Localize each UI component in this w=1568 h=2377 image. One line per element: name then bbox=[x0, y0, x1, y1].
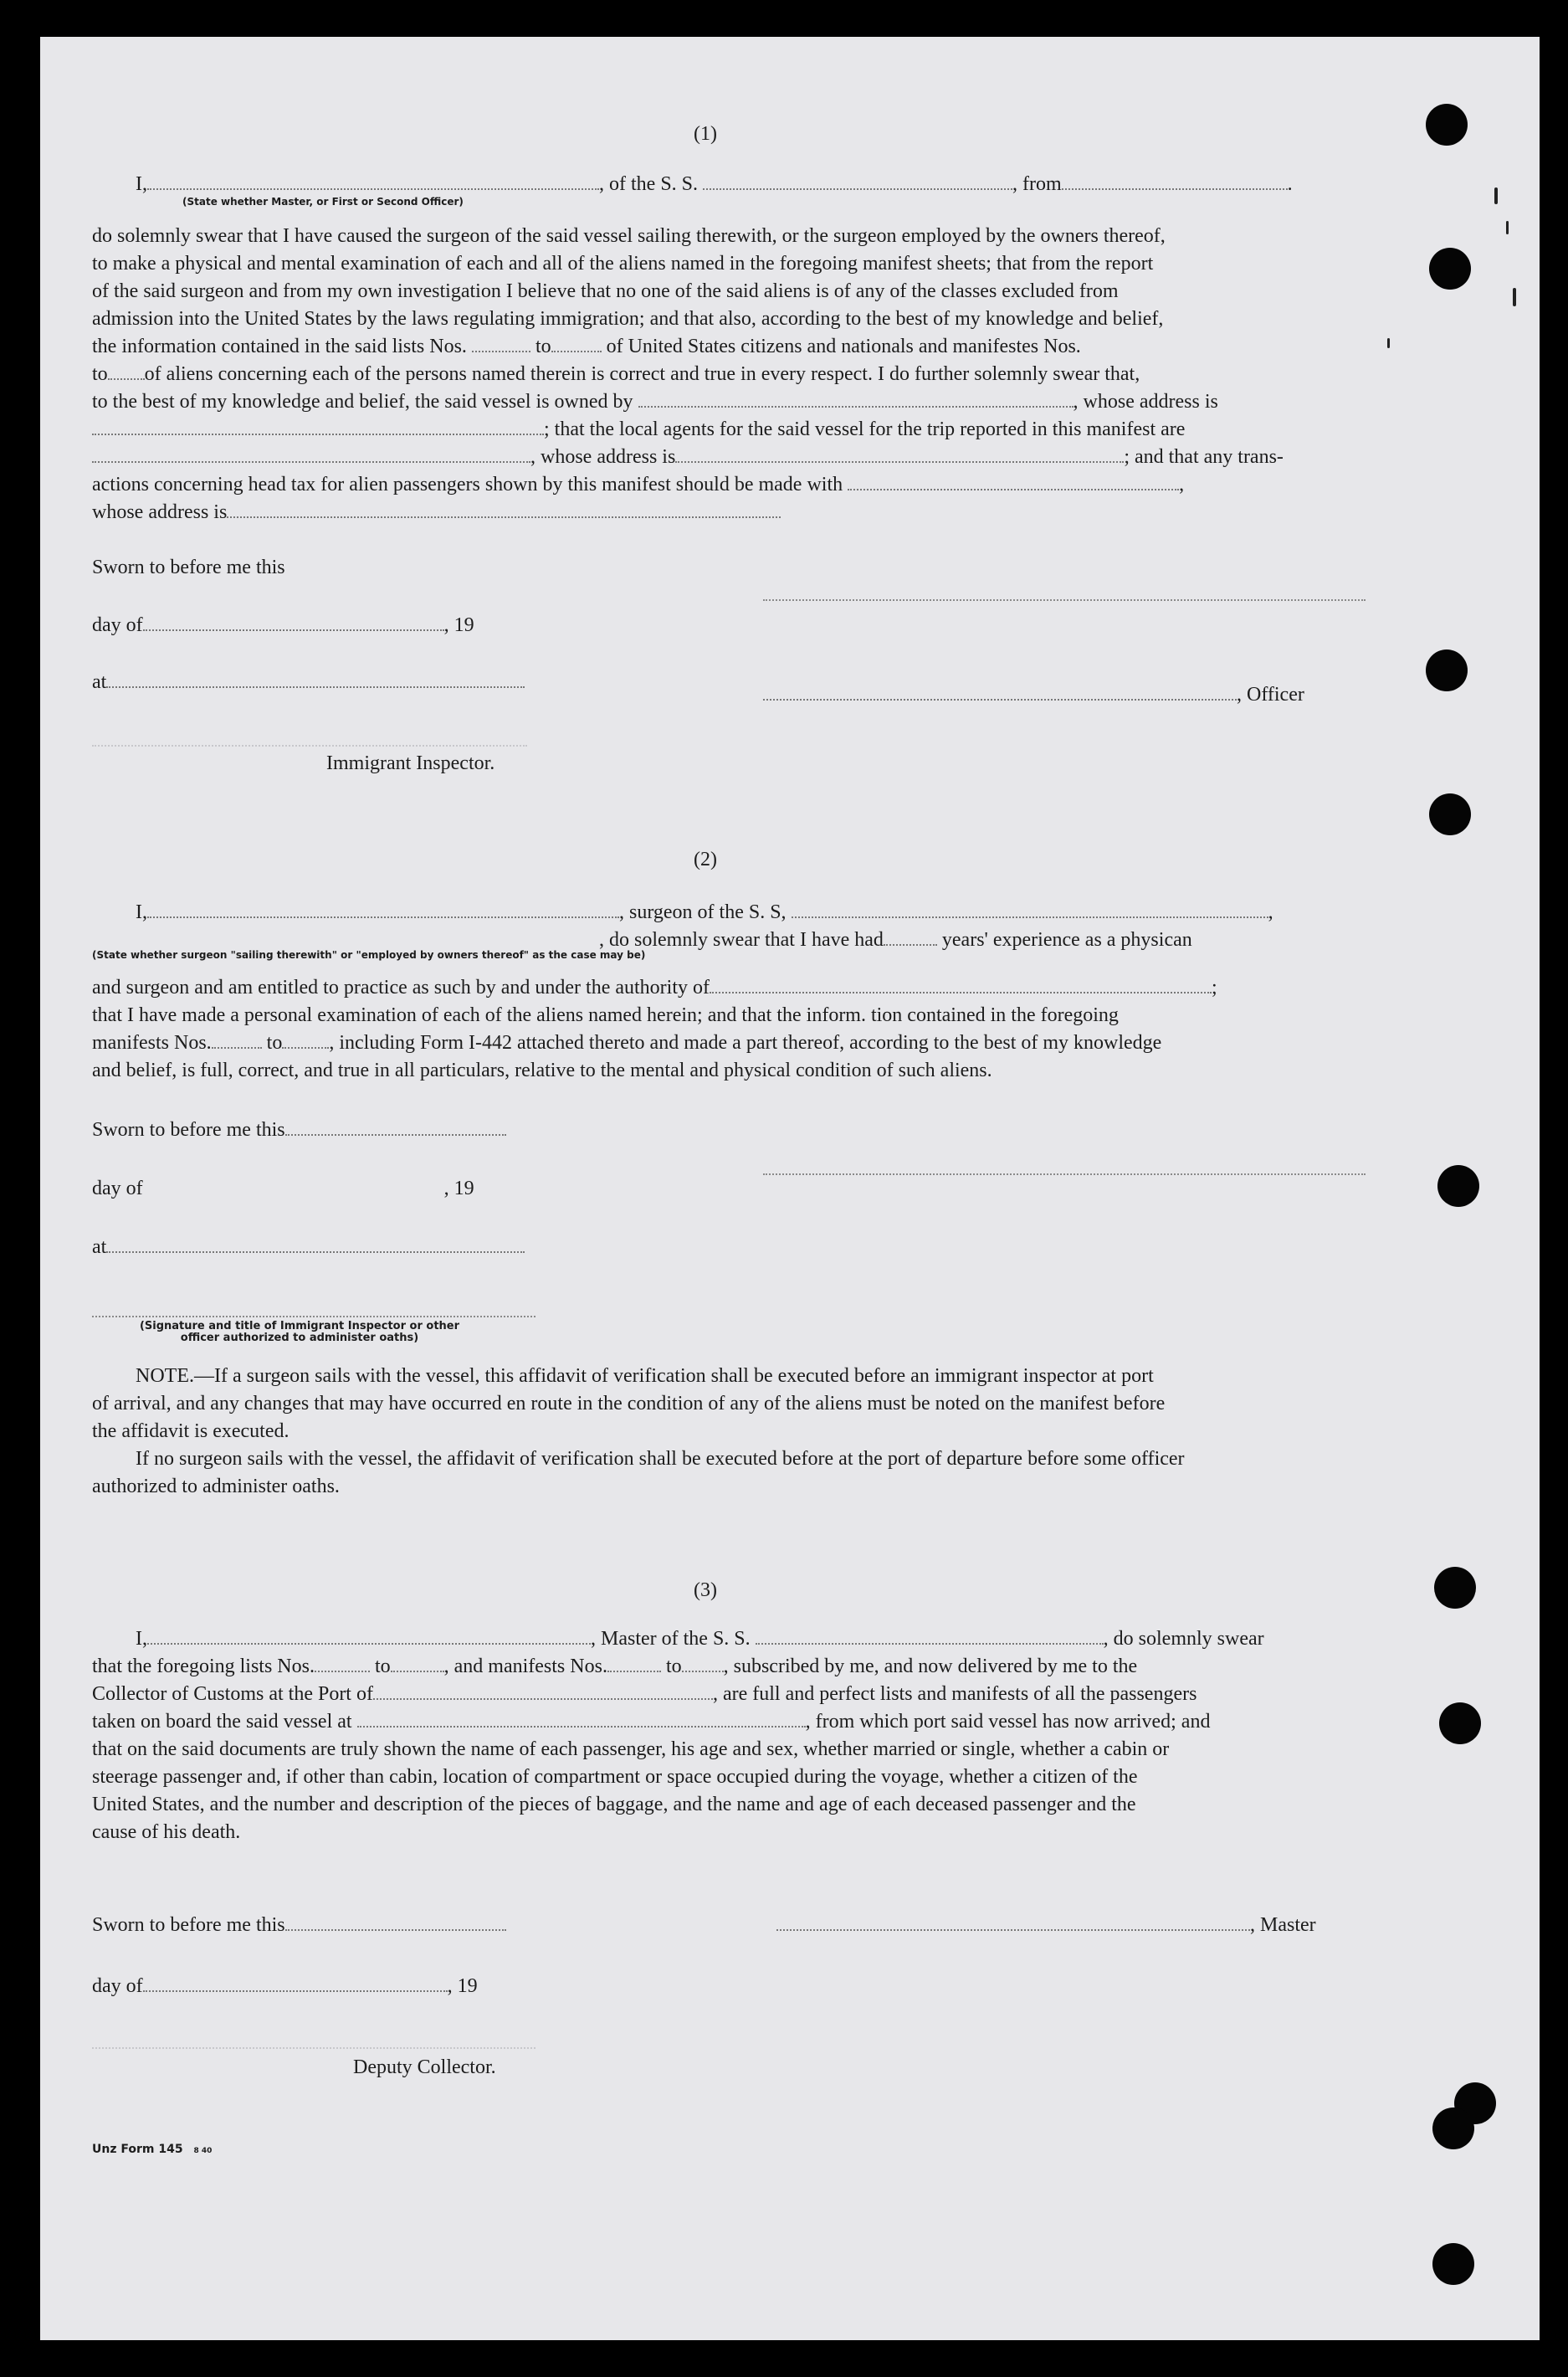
text: , Officer bbox=[1237, 684, 1304, 706]
text-line: NOTE.—If a surgeon sails with the vessel, this affidavit of verification shall be executed before an immigrant inspector at port bbox=[136, 1365, 1154, 1387]
text: at bbox=[92, 671, 107, 693]
text: Collector of Customs at the Port of bbox=[92, 1683, 373, 1705]
blank-surgeon-name[interactable] bbox=[147, 903, 619, 918]
section-2-line-1 bbox=[136, 899, 1273, 927]
text: , Master bbox=[1250, 1914, 1316, 1936]
immigrant-inspector-label: Immigrant Inspector. bbox=[326, 752, 495, 774]
section-2-surgeon-note: (State whether surgeon "sailing therewith" or "employed by owners thereof" as the case may be) bbox=[92, 949, 646, 961]
section-3-sworn bbox=[92, 1912, 506, 1939]
text-line: that on the said documents are truly shown the name of each passenger, his age and sex, whether married or single, whether a cabin or bbox=[92, 1738, 1170, 1760]
text: to bbox=[92, 363, 108, 385]
section-1-line-8 bbox=[92, 333, 1081, 361]
text: to bbox=[374, 1656, 391, 1677]
section-2-number: (2) bbox=[694, 849, 717, 870]
signature-line[interactable] bbox=[763, 599, 1366, 601]
blank-vessel-name-2[interactable] bbox=[792, 903, 1268, 918]
blank-local-agents[interactable] bbox=[92, 448, 530, 463]
text: Unz Form 145 bbox=[92, 2143, 183, 2156]
deputy-signature-line[interactable] bbox=[92, 2047, 535, 2049]
form-sheet bbox=[40, 37, 1540, 2340]
text: 8 40 bbox=[193, 2147, 213, 2155]
text: day of bbox=[92, 1178, 143, 1199]
text: , from which port said vessel has now arrived; and bbox=[805, 1711, 1211, 1733]
text: , bbox=[1179, 474, 1185, 495]
section-2-sworn bbox=[92, 1117, 506, 1144]
blank-master-name[interactable] bbox=[147, 175, 599, 190]
section-3-line-2 bbox=[92, 1653, 1137, 1681]
inspector-signature-line[interactable] bbox=[92, 1316, 535, 1317]
deputy-collector-label: Deputy Collector. bbox=[353, 2056, 496, 2078]
text: , are full and perfect lists and manifests of all the passengers bbox=[712, 1683, 1197, 1705]
section-2-at bbox=[92, 1234, 525, 1261]
text-line: the affidavit is executed. bbox=[92, 1420, 290, 1442]
section-1-officer-sig bbox=[763, 681, 1304, 709]
blank-agent-address[interactable] bbox=[675, 448, 1124, 463]
text-line: officer authorized to administer oaths) bbox=[180, 1332, 419, 1344]
text: . bbox=[1287, 173, 1293, 195]
punch-hole bbox=[1429, 793, 1471, 835]
text-line: do solemnly swear that I have caused the surgeon of the said vessel sailing therewith, or the surgeon employed by the owners thereof, bbox=[92, 225, 1166, 247]
text: ; and that any trans- bbox=[1124, 446, 1284, 468]
blank-lists-from[interactable] bbox=[315, 1657, 370, 1672]
blank-vessel-name-3[interactable] bbox=[756, 1630, 1104, 1645]
section-2-line-4: that I have made a personal examination of each of the aliens named herein; and that the inform. tion contained in the foregoing bbox=[92, 1004, 1119, 1026]
punch-hole bbox=[1426, 649, 1468, 691]
blank-at-place-2[interactable] bbox=[106, 1238, 525, 1253]
blank-head-tax-contact[interactable] bbox=[848, 475, 1179, 490]
punch-hole bbox=[1426, 104, 1468, 146]
blank-list-from[interactable] bbox=[472, 337, 530, 352]
ink-speck bbox=[1506, 221, 1509, 234]
ink-speck bbox=[1387, 338, 1390, 348]
section-3-number: (3) bbox=[694, 1579, 717, 1601]
blank-master-name-3[interactable] bbox=[147, 1630, 591, 1645]
text-line: United States, and the number and description of the pieces of baggage, and the name and age of each deceased passenger and the bbox=[92, 1794, 1136, 1815]
text: , whose address is bbox=[530, 446, 676, 468]
blank-year-3[interactable] bbox=[478, 1977, 520, 1992]
inspector-signature-line[interactable] bbox=[92, 745, 527, 747]
section-2-line-3 bbox=[92, 974, 1217, 1002]
section-3-day-of bbox=[92, 1973, 520, 2000]
blank-sworn-day-3[interactable] bbox=[285, 1916, 506, 1931]
blank-list-to[interactable] bbox=[551, 337, 602, 352]
text: at bbox=[92, 1236, 107, 1258]
text: that the foregoing lists Nos. bbox=[92, 1656, 315, 1677]
punch-hole bbox=[1432, 2243, 1474, 2285]
section-1-at bbox=[92, 669, 525, 696]
section-1-line-13 bbox=[92, 471, 1184, 499]
blank-years[interactable] bbox=[884, 931, 937, 946]
text-line: of arrival, and any changes that may have occurred en route in the condition of any of the aliens must be noted on the manifest before bbox=[92, 1393, 1166, 1414]
blank-from-port[interactable] bbox=[1062, 175, 1288, 190]
blank-manifest-to[interactable] bbox=[108, 365, 145, 380]
text: , bbox=[1268, 901, 1273, 923]
text: actions concerning head tax for alien passengers shown by this manifest should be made with bbox=[92, 474, 843, 495]
text: Sworn to before me this bbox=[92, 557, 285, 578]
section-2-day-of bbox=[92, 1175, 516, 1203]
text-line: cause of his death. bbox=[92, 1821, 241, 1843]
blank-year[interactable] bbox=[474, 616, 516, 631]
section-2-note-paragraph bbox=[92, 1363, 1372, 1501]
text: years' experience as a physican bbox=[941, 929, 1192, 951]
text: , Master of the S. S. bbox=[591, 1628, 751, 1650]
punch-hole bbox=[1434, 1567, 1476, 1609]
text: to bbox=[266, 1032, 283, 1054]
section-3-line-4 bbox=[92, 1708, 1210, 1736]
text: day of bbox=[92, 614, 143, 636]
section-3-line-3 bbox=[92, 1681, 1196, 1708]
section-3-master-sig bbox=[776, 1912, 1316, 1939]
signature-line[interactable] bbox=[763, 1173, 1366, 1175]
section-1-line-11 bbox=[92, 416, 1185, 444]
text: Sworn to before me this bbox=[92, 1119, 285, 1141]
text: , 19 bbox=[447, 1975, 478, 1997]
punch-hole bbox=[1439, 1702, 1481, 1744]
blank-manifests-from[interactable] bbox=[607, 1657, 661, 1672]
section-1-line-1 bbox=[136, 171, 1366, 198]
text: taken on board the said vessel at bbox=[92, 1711, 352, 1733]
blank-day-of-3[interactable] bbox=[143, 1977, 448, 1992]
punch-hole bbox=[1429, 248, 1471, 290]
blank-sworn-day-2[interactable] bbox=[285, 1121, 506, 1136]
text: ; bbox=[1212, 977, 1217, 999]
section-3-line-1 bbox=[136, 1625, 1264, 1653]
section-1-line-12 bbox=[92, 444, 1284, 471]
section-2-line-5 bbox=[92, 1029, 1161, 1057]
section-1-officer-note: (State whether Master, or First or Second Officer) bbox=[182, 196, 464, 208]
text: , and manifests Nos. bbox=[443, 1656, 607, 1677]
section-2-line-2 bbox=[599, 927, 1192, 954]
section-2-signature-note bbox=[124, 1321, 475, 1344]
text-line: of the said surgeon and from my own investigation I believe that no one of the said aliens is of any of the classes excluded from bbox=[92, 280, 1119, 302]
section-1-number: (1) bbox=[694, 123, 717, 145]
blank-master-signature[interactable] bbox=[776, 1916, 1250, 1931]
form-number bbox=[92, 2143, 212, 2156]
section-1-line-10 bbox=[92, 388, 1218, 416]
blank-at-place[interactable] bbox=[106, 673, 525, 688]
blank-manifest-to-2[interactable] bbox=[282, 1034, 329, 1049]
text: the information contained in the said lists Nos. bbox=[92, 336, 467, 357]
ink-speck bbox=[1513, 288, 1516, 306]
text: I, bbox=[136, 173, 147, 195]
blank-vessel-name[interactable] bbox=[703, 175, 1012, 190]
text: Sworn to before me this bbox=[92, 1914, 285, 1936]
text: whose address is bbox=[92, 501, 228, 523]
section-1-line-14 bbox=[92, 499, 781, 526]
section-1-paragraph bbox=[92, 223, 1372, 333]
blank-sworn-day[interactable] bbox=[285, 558, 503, 573]
blank-owner[interactable] bbox=[638, 393, 1074, 408]
punch-hole bbox=[1437, 1165, 1479, 1207]
text: to bbox=[665, 1656, 682, 1677]
section-1-day-of bbox=[92, 612, 516, 639]
blank-officer-signature[interactable] bbox=[763, 685, 1237, 701]
text-line: (Signature and title of Immigrant Inspector or other bbox=[139, 1320, 460, 1332]
blank-day-of[interactable] bbox=[143, 616, 444, 631]
text: I, bbox=[136, 901, 147, 923]
text: and surgeon and am entitled to practice as such by and under the authority of bbox=[92, 977, 710, 999]
blank-manifest-from[interactable] bbox=[212, 1034, 262, 1049]
section-3-paragraph bbox=[92, 1736, 1372, 1846]
text: , whose address is bbox=[1073, 391, 1218, 413]
text: , do solemnly swear bbox=[1103, 1628, 1264, 1650]
blank-port[interactable] bbox=[373, 1685, 713, 1700]
ink-speck bbox=[1494, 187, 1498, 204]
text: , subscribed by me, and now delivered by me to the bbox=[723, 1656, 1138, 1677]
blank-owner-address[interactable] bbox=[92, 420, 544, 435]
text: to bbox=[535, 336, 551, 357]
blank-manifests-to[interactable] bbox=[682, 1657, 724, 1672]
text: manifests Nos. bbox=[92, 1032, 212, 1054]
section-2-line-6: and belief, is full, correct, and true in all particulars, relative to the mental and physical condition of such aliens. bbox=[92, 1060, 992, 1081]
blank-boarding-port[interactable] bbox=[357, 1712, 806, 1728]
text: of aliens concerning each of the persons named therein is correct and true in every respect. I do further solemnly swear that, bbox=[144, 363, 1140, 385]
text: day of bbox=[92, 1975, 143, 1997]
text: , of the S. S. bbox=[599, 173, 699, 195]
section-1-line-9 bbox=[92, 361, 1140, 388]
text-line: steerage passenger and, if other than cabin, location of compartment or space occupied during the voyage, whether a citizen of the bbox=[92, 1766, 1138, 1788]
blank-lists-to[interactable] bbox=[391, 1657, 444, 1672]
text: I, bbox=[136, 1628, 147, 1650]
blank-day-of-2[interactable] bbox=[143, 1179, 444, 1194]
text: of United States citizens and nationals and manifestes Nos. bbox=[606, 336, 1081, 357]
text-line: admission into the United States by the laws regulating immigration; and that also, according to the best of my knowledge and belief, bbox=[92, 308, 1164, 330]
text-line: to make a physical and mental examination of each and all of the aliens named in the foregoing manifest sheets; that from the report bbox=[92, 253, 1154, 275]
punch-hole bbox=[1432, 2107, 1474, 2149]
text: , including Form I-442 attached thereto and made a part thereof, according to the best of my knowledge bbox=[329, 1032, 1162, 1054]
section-1-sworn bbox=[92, 554, 503, 582]
text: , 19 bbox=[443, 614, 474, 636]
text-line: If no surgeon sails with the vessel, the affidavit of verification shall be executed before at the port of departure before some officer bbox=[136, 1448, 1185, 1470]
text: to the best of my knowledge and belief, the said vessel is owned by bbox=[92, 391, 633, 413]
text: , 19 bbox=[443, 1178, 474, 1199]
blank-contact-address[interactable] bbox=[227, 503, 781, 518]
text: , do solemnly swear that I have had bbox=[599, 929, 884, 951]
text: ; that the local agents for the said vessel for the trip reported in this manifest are bbox=[544, 418, 1186, 440]
text-line: authorized to administer oaths. bbox=[92, 1476, 340, 1497]
text: , surgeon of the S. S, bbox=[619, 901, 787, 923]
blank-year-2[interactable] bbox=[474, 1179, 516, 1194]
text: , from bbox=[1012, 173, 1062, 195]
blank-authority[interactable] bbox=[710, 978, 1212, 993]
